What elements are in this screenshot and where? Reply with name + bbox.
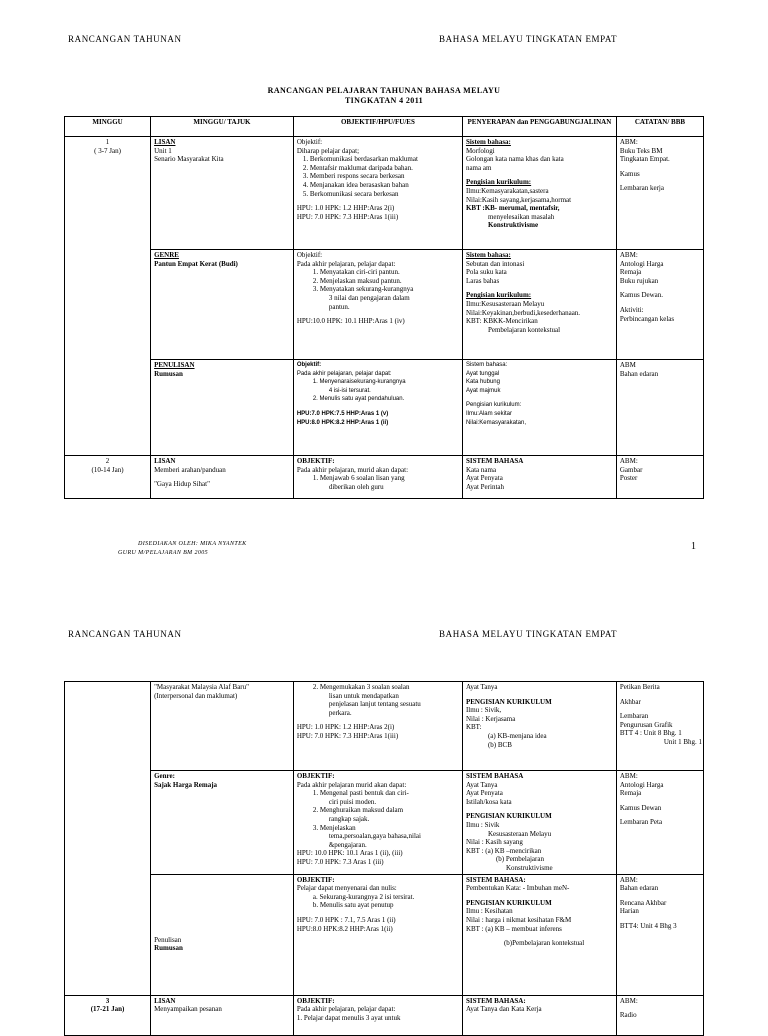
objective-heading: Objektif: — [296, 362, 322, 368]
hpu-line: HPU:8.0 HPK:8.2 HHP:Aras 1(ii) — [296, 924, 393, 933]
notes-heading: ABM: — [619, 875, 638, 884]
integration-cell — [462, 995, 616, 1035]
notes-item: BTT 4 : Unit 8 Bhg. 1 — [619, 729, 682, 738]
table-header-row — [65, 117, 704, 137]
objective-item: 2. Menulis satu ayat pendahuluan. — [312, 396, 405, 403]
curriculum-item: (b)Pembelajaran kontekstual — [503, 939, 585, 948]
notes-item: Kamus Dewan. — [619, 291, 664, 300]
notes-item: Kamus Dewan — [619, 803, 662, 812]
curriculum-item: KBT: — [465, 723, 482, 732]
curriculum-item: KBT : (a) KB – membuat inferens — [465, 924, 562, 933]
document-title — [0, 86, 768, 106]
objective-cell — [293, 995, 462, 1035]
system-item: Ayat Tanya — [465, 683, 498, 691]
system-item: Ayat Perintah — [465, 482, 504, 491]
table-row — [65, 456, 704, 499]
page-footer-author — [118, 540, 247, 558]
curriculum-item: Kesusasteraan Melayu — [487, 829, 552, 838]
page-header-right: BAHASA MELAYU TINGKATAN EMPAT — [439, 34, 618, 44]
notes-item: Antologi Harga — [619, 259, 664, 268]
topic-cell — [151, 360, 294, 456]
topic-label: PENULISAN — [154, 361, 195, 369]
objective-cell — [293, 682, 462, 771]
system-heading: Sistem bahasa: — [465, 362, 508, 368]
notes-item: Unit 1 Bhg. 1 — [663, 737, 702, 746]
integration-cell — [462, 874, 616, 995]
topic-title: Senario Masyarakat Kita — [154, 155, 224, 164]
column-header-catatan: CATATAN/ BBB — [616, 117, 703, 137]
system-item: Kata hubung — [465, 379, 500, 386]
objective-item: 2. Menjelaskan maksud pantun. — [312, 276, 402, 285]
table-row — [65, 682, 704, 771]
integration-cell — [462, 771, 616, 875]
notes-cell — [616, 250, 703, 360]
curriculum-item: menyelesaikan masalah — [487, 212, 555, 221]
objective-item: 5. Berkomunikasi secara berkesan — [302, 189, 399, 198]
notes-cell — [616, 456, 703, 499]
objective-intro: Pada akhir pelajaran, murid akan dapat: — [296, 465, 409, 474]
document-title-line-2: TINGKATAN 4 2011 — [344, 96, 424, 105]
objective-item: 1. Mengenal pasti bentuk dan ciri- — [312, 789, 409, 798]
curriculum-item: KBT : (a) KB –mencirikan — [465, 846, 542, 855]
notes-item: Petikan Berita — [619, 683, 660, 691]
objective-item: rangkap sajak. — [328, 814, 370, 823]
notes-item: Pengurusan Grafik — [619, 720, 673, 729]
notes-item: Aktiviti: — [619, 305, 644, 314]
week-cell — [65, 137, 151, 456]
system-item: Pembentukan Kata: - Imbuhan meN- — [465, 884, 570, 893]
table-row — [65, 771, 704, 875]
objective-item: a. Sekurang-kurangnya 2 isi tersirat. — [312, 892, 415, 901]
curriculum-item: Ilmu:Kemasyarakatan,sastera — [465, 186, 549, 195]
objective-intro: Pada akhir pelajaran murid akan dapat: — [296, 780, 407, 789]
curriculum-item: Ilmu : Kesihatan — [465, 907, 513, 916]
objective-item: 1. Pelajar dapat menulis 3 ayat untuk — [296, 1013, 401, 1022]
objective-cell — [293, 874, 462, 995]
hpu-line: HPU: 7.0 HPK: 7.3 HHP:Aras 1(iii) — [296, 212, 399, 221]
hpu-line: HPU:8.0 HPK:8.2 HHP:Aras 1 (ii) — [296, 419, 389, 426]
notes-item: BTT4: Unit 4 Bhg 3 — [619, 921, 677, 930]
column-header-objektif: OBJEKTIF/HPU/FU/ES — [293, 117, 462, 137]
system-item: Laras bahas — [465, 276, 500, 285]
objective-cell — [293, 456, 462, 499]
week-cell — [65, 995, 151, 1035]
notes-item: Poster — [619, 474, 638, 483]
notes-cell — [616, 360, 703, 456]
curriculum-item: (a) KB-menjana idea — [487, 731, 547, 740]
objective-item: pantun. — [328, 302, 350, 311]
notes-item: Remaja — [619, 789, 642, 798]
curriculum-heading: Pengisian kurikulum: — [465, 291, 532, 300]
notes-item: Bahan edaran — [619, 884, 659, 893]
topic-label: LISAN — [154, 138, 176, 146]
topic-title: Rumusan — [154, 369, 183, 378]
curriculum-item: Nilai:Kemasyarakatan, — [465, 419, 526, 426]
system-item: Pola suku kata — [465, 268, 507, 277]
notes-item: Lembaran kerja — [619, 184, 664, 193]
objective-intro: Pada akhir pelajaran, pelajar dapat: — [296, 259, 396, 268]
curriculum-item: Konstruktivisme — [505, 863, 553, 872]
table-row — [65, 250, 704, 360]
objective-item: 3. Menjelaskan — [312, 823, 356, 832]
plan-table-page-2 — [64, 681, 704, 1036]
objective-item: 3. Menyatakan sekurang-kurangnya — [312, 285, 414, 294]
integration-cell — [462, 250, 616, 360]
curriculum-item: Ilmu:Kesusasteraan Melayu — [465, 299, 545, 308]
week-number: 2 — [105, 457, 110, 465]
system-item: Ayat Tanya dan Kata Kerja — [465, 1005, 542, 1014]
objective-item: diberikan oleh guru — [328, 482, 384, 491]
objective-item: perkara. — [328, 708, 352, 717]
topic-cell — [151, 682, 294, 771]
objective-cell — [293, 137, 462, 250]
curriculum-item: (b) BCB — [487, 740, 512, 749]
week-cell — [65, 682, 151, 996]
notes-item: Antologi Harga — [619, 780, 664, 789]
week-cell — [65, 456, 151, 499]
notes-item: Tingkatan Empat. — [619, 155, 670, 164]
plan-table-page-1 — [64, 116, 704, 499]
objective-cell — [293, 250, 462, 360]
curriculum-item: Nilai : Kasih sayang — [465, 838, 523, 847]
notes-cell — [616, 995, 703, 1035]
system-heading: SISTEM BAHASA: — [465, 875, 526, 884]
topic-label: GENRE — [154, 251, 179, 259]
notes-item: Rencana Akhbar — [619, 898, 667, 907]
week-number: 1 — [105, 138, 110, 146]
page-header-right: BAHASA MELAYU TINGKATAN EMPAT — [439, 629, 618, 639]
curriculum-item: Ilmu:Alam sekitar — [465, 410, 512, 417]
column-header-tajuk: MINGGU/ TAJUK — [151, 117, 294, 137]
notes-item: Gambar — [619, 465, 643, 474]
notes-heading: ABM: — [619, 457, 638, 465]
objective-intro: Pelajar dapat menyenarai dan nulis: — [296, 884, 397, 893]
topic-label: LISAN — [154, 457, 176, 465]
week-dates: (10-14 Jan) — [91, 465, 124, 474]
hpu-line: HPU: 1.0 HPK: 1.2 HHP:Aras 2(i) — [296, 204, 395, 213]
notes-cell — [616, 874, 703, 995]
objective-item: b. Menulis satu ayat penutup — [312, 901, 394, 910]
system-heading: SISTEM BAHASA: — [465, 996, 526, 1005]
objective-item: tema,persoalan,gaya bahasa,nilai — [328, 832, 421, 841]
curriculum-item: Nilai : Kerjasama — [465, 714, 516, 723]
notes-heading: ABM: — [619, 772, 638, 780]
topic-cell — [151, 456, 294, 499]
objective-heading: Objektif: — [296, 138, 323, 146]
objective-item: 1. Menyatakan ciri-ciri pantun. — [312, 268, 400, 277]
objective-intro: Diharap pelajar dapat; — [296, 146, 360, 155]
curriculum-item: Pembelajaran kontekstual — [487, 325, 561, 334]
notes-cell — [616, 682, 703, 771]
curriculum-item: Nilai:Keyakinan,berbudi,kesederhanaan. — [465, 308, 581, 317]
objective-intro: Pada akhir pelajaran, pelajar dapat: — [296, 1005, 396, 1014]
table-row — [65, 137, 704, 250]
curriculum-item: KBT :KB- merumal, mentafsir, — [465, 204, 560, 213]
system-item: nama am — [465, 163, 492, 172]
curriculum-item: Ilmu : Sivik — [465, 820, 500, 829]
system-heading: Sistem bahasa: — [465, 138, 511, 146]
curriculum-heading: PENGISIAN KURIKULUM — [465, 812, 552, 821]
objective-heading: OBJEKTIF: — [296, 996, 335, 1005]
integration-cell — [462, 456, 616, 499]
system-item: Istilah/kosa kata — [465, 797, 512, 806]
objective-heading: OBJEKTIF: — [296, 875, 335, 884]
objective-item: 1. Berkomunikasi berdasarkan maklumat — [302, 155, 418, 164]
objective-item: &pengajaran. — [328, 840, 367, 849]
notes-item: Lembaran Peta — [619, 818, 663, 827]
system-item: Ayat majmuk — [465, 387, 501, 394]
objective-intro: Pada akhir pelajaran, pelajar dapat: — [296, 370, 392, 377]
notes-item: Buku Teks BM — [619, 146, 663, 155]
system-item: Ayat Penyata — [465, 474, 503, 483]
topic-label: LISAN — [154, 996, 176, 1005]
notes-item: Lembaran — [619, 712, 649, 721]
system-item: Ayat Tanya — [465, 780, 498, 789]
curriculum-item: Nilai : harga i nikmat kesihatan F&M — [465, 915, 572, 924]
curriculum-item: (b) Pembelajaran — [495, 855, 544, 864]
objective-heading: OBJEKTIF: — [296, 457, 335, 465]
footer-line: DISEDIAKAN OLEH: MIKA NYANTEK — [138, 541, 247, 547]
system-item: Morfologi — [465, 146, 495, 155]
curriculum-heading: PENGISIAN KURIKULUM — [465, 697, 552, 706]
topic-title: Memberi arahan/panduan — [154, 465, 226, 474]
topic-cell — [151, 137, 294, 250]
curriculum-heading: PENGISIAN KURIKULUM — [465, 898, 552, 907]
hpu-line: HPU: 7.0 HPK: 7.3 Aras 1 (iii) — [296, 857, 384, 866]
page-header-left: RANCANGAN TAHUNAN — [68, 34, 182, 44]
notes-cell — [616, 771, 703, 875]
system-item: Ayat Penyata — [465, 789, 503, 798]
curriculum-heading: Pengisian kurikulum: — [465, 178, 532, 187]
topic-theme: "Gaya Hidup Sihat" — [154, 480, 210, 489]
objective-item: 2. Menghuraikan maksud dalam — [312, 806, 404, 815]
notes-item: Buku rujukan — [619, 276, 659, 285]
topic-title: "Masyarakat Malaysia Alaf Baru" — [154, 683, 249, 691]
objective-item: 2. Mengemukakan 3 soalan soalan — [312, 683, 410, 691]
notes-heading: ABM: — [619, 251, 638, 259]
notes-item: Remaja — [619, 268, 642, 277]
system-item: Ayat tunggal — [465, 370, 500, 377]
system-item: Sebutan dan intonasi — [465, 259, 525, 268]
table-row — [65, 995, 704, 1035]
topic-cell — [151, 250, 294, 360]
hpu-line: HPU:7.0 HPK:7.5 HHP:Aras 1 (v) — [296, 410, 389, 417]
hpu-line: HPU: 10.0 HPK: 10.1 Aras 1 (ii), (iii) — [296, 849, 403, 858]
objective-item: 3. Memberi respons secara berkesan — [302, 172, 405, 181]
objective-item: 1. Menjawab 6 soalan lisan yang — [312, 474, 405, 483]
notes-item: Harian — [619, 907, 639, 916]
objective-cell — [293, 360, 462, 456]
topic-cell — [151, 874, 294, 995]
notes-heading: ABM: — [619, 996, 638, 1005]
column-header-penyerapan: PENYERAPAN dan PENGGABUNGJALINAN — [462, 117, 616, 137]
footer-line: GURU M/PELAJARAN BM 2005 — [118, 550, 209, 556]
integration-cell — [462, 360, 616, 456]
objective-item: lisan untuk mendapatkan — [328, 691, 399, 700]
topic-label: Genre: — [154, 772, 175, 780]
objective-item: 1. Menyenaraisekurang-kurangnya — [312, 379, 406, 386]
system-item: Kata nama — [465, 465, 497, 474]
objective-item: 4 isi-isi tersurat. — [328, 387, 371, 394]
notes-item: Akhbar — [619, 697, 641, 706]
document-title-line-1: RANCANGAN PELAJARAN TAHUNAN BAHASA MELAYU — [267, 86, 501, 95]
objective-item: 4. Menjanakan idea berasaskan bahan — [302, 180, 409, 189]
week-dates: ( 3-7 Jan) — [94, 146, 121, 155]
notes-item: Bahan edaran — [619, 369, 659, 378]
column-header-minggu: MINGGU — [65, 117, 151, 137]
system-item: Golongan kata nama khas dan kata — [465, 155, 564, 164]
objective-cell — [293, 771, 462, 875]
system-heading: Sistem bahasa: — [465, 251, 511, 259]
objective-heading: Objektif: — [296, 251, 323, 259]
curriculum-item: Nilai:Kasih sayang,kerjasama,hormat — [465, 195, 572, 204]
notes-heading: ABM: — [619, 138, 638, 146]
page-header-left: RANCANGAN TAHUNAN — [68, 629, 182, 639]
curriculum-heading: Pengisian kurikulum: — [465, 402, 522, 409]
topic-cell — [151, 771, 294, 875]
hpu-line: HPU: 7.0 HPK : 7.1, 7.5 Aras 1 (ii) — [296, 915, 396, 924]
objective-item: penjelasan lanjut tentang sesuatu — [328, 700, 421, 709]
topic-title: Menyampaikan pesanan — [154, 1005, 222, 1014]
objective-item: 2. Mentafsir maklumat daripada bahan. — [302, 163, 413, 172]
notes-item: Radio — [619, 1011, 637, 1020]
notes-cell — [616, 137, 703, 250]
notes-heading: ABM — [619, 361, 636, 369]
hpu-line: HPU:10.0 HPK: 10.1 HHP:Aras 1 (iv) — [296, 317, 405, 326]
integration-cell — [462, 682, 616, 771]
notes-item: Perbincangan kelas — [619, 314, 675, 323]
curriculum-item: Ilmu : Sivik, — [465, 706, 502, 715]
topic-unit: Unit 1 — [154, 146, 172, 155]
topic-cell — [151, 995, 294, 1035]
objective-item: ciri puisi moden. — [328, 797, 377, 806]
objective-heading: OBJEKTIF: — [296, 772, 335, 780]
table-row — [65, 360, 704, 456]
topic-title: Sajak Harga Remaja — [154, 780, 218, 789]
topic-label: Penulisan — [154, 935, 182, 944]
system-heading: SISTEM BAHASA — [465, 457, 524, 465]
objective-item: 3 nilai dan pengajaran dalam — [328, 293, 410, 302]
page-number: 1 — [691, 541, 696, 552]
curriculum-item: Konstruktivisme — [487, 221, 539, 230]
system-heading: SISTEM BAHASA — [465, 772, 524, 780]
hpu-line: HPU: 1.0 HPK: 1.2 HHP:Aras 2(i) — [296, 723, 395, 732]
notes-item: Kamus — [619, 169, 640, 178]
week-number: 3 — [105, 996, 110, 1005]
topic-note: (Interpersonal dan maklumat) — [154, 691, 238, 700]
topic-title: Pantun Empat Kerat (Budi) — [154, 259, 238, 268]
topic-title: Rumusan — [154, 944, 183, 953]
hpu-line: HPU: 7.0 HPK: 7.3 HHP:Aras 1(iii) — [296, 731, 399, 740]
week-dates: (17-21 Jan) — [90, 1005, 125, 1014]
curriculum-item: KBT: KBKK-Mencirikan — [465, 317, 538, 326]
table-row — [65, 874, 704, 995]
integration-cell — [462, 137, 616, 250]
